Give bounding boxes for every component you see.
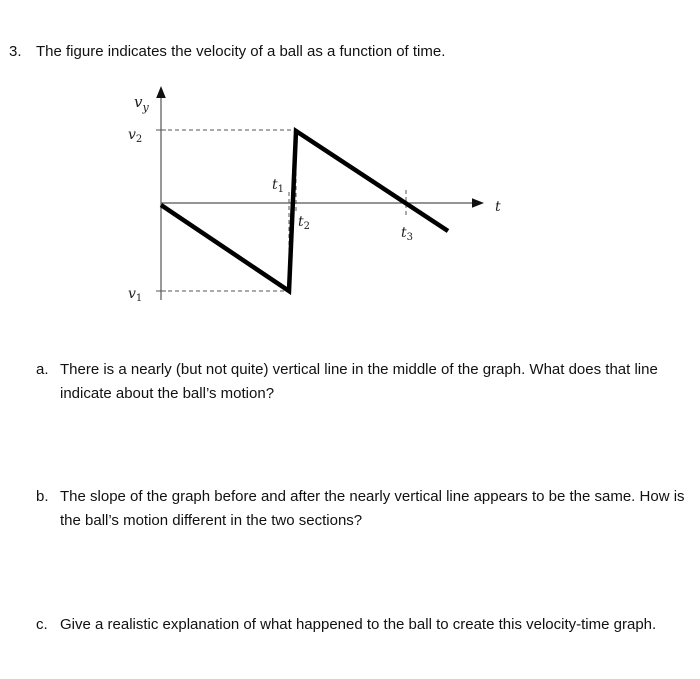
part-c-text: Give a realistic explanation of what happened to the ball to create this velocity-time graph. xyxy=(60,616,657,633)
part-a xyxy=(36,358,686,406)
t2-label: $t_2$ xyxy=(298,214,311,232)
part-b-text: The slope of the graph before and after the nearly vertical line appears to be the same. How is the ball’s motion different in the two sections? xyxy=(60,488,685,529)
question-number: 3. xyxy=(9,43,22,60)
part-c-label: c. xyxy=(36,616,48,633)
part-b-label: b. xyxy=(36,488,49,505)
t3-label: $t_3$ xyxy=(401,225,414,243)
v2-label: $v_2$ xyxy=(128,127,143,145)
t-axis-label: t xyxy=(495,199,501,215)
velocity-curve xyxy=(161,131,448,291)
part-a-label: a. xyxy=(36,361,49,378)
y-axis-label: $v_y$ xyxy=(134,93,149,114)
part-c xyxy=(36,613,686,637)
question-prompt: The figure indicates the velocity of a ball as a function of time. xyxy=(36,43,446,60)
part-b xyxy=(36,485,686,533)
t1-label: $t_1$ xyxy=(272,177,285,195)
part-a-text: There is a nearly (but not quite) vertical line in the middle of the graph. What does that line indicate about the ball’s motion? xyxy=(60,361,658,402)
v1-label: $v_1$ xyxy=(128,286,143,304)
